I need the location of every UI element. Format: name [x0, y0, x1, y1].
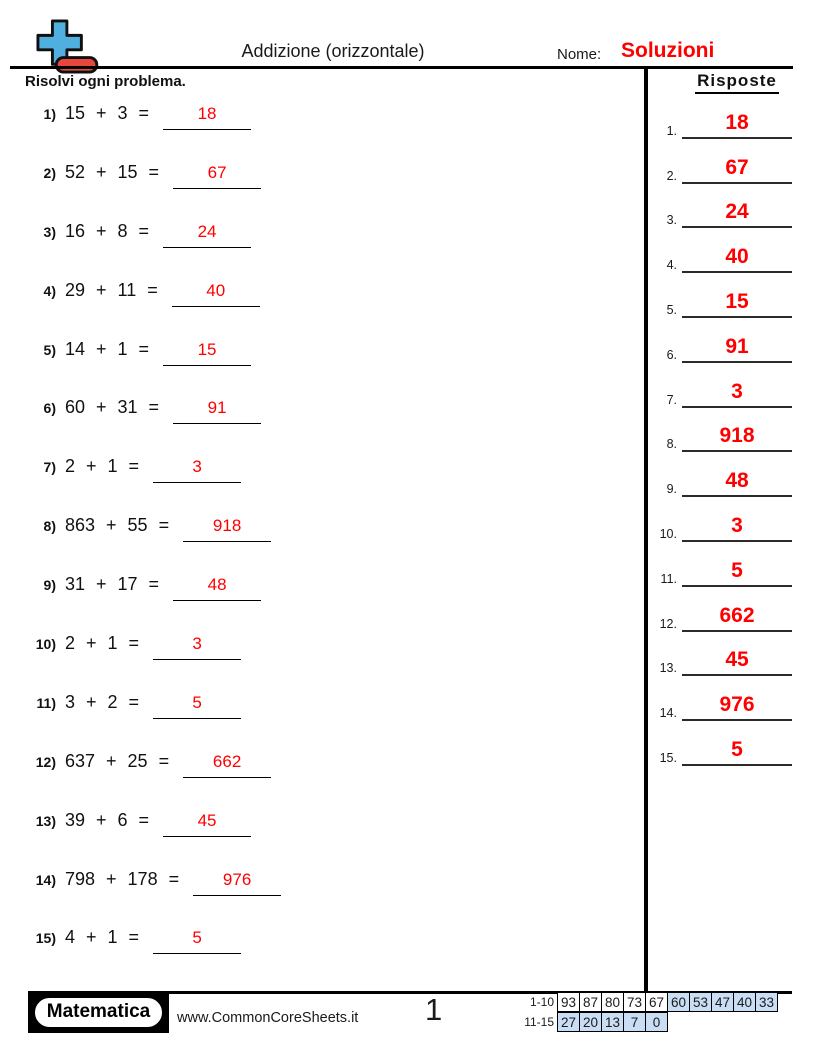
score-cell: 53 [689, 992, 712, 1012]
score-row [520, 992, 778, 1012]
problem-expression: 3 + 2 = [65, 691, 140, 712]
instructions: Risolvi ogni problema. [25, 73, 186, 90]
problem-expression: 15 + 3 = [65, 103, 150, 123]
answer-value: 18 [725, 110, 749, 134]
problem-answer: 3 [153, 634, 241, 660]
problem-answer: 48 [173, 575, 261, 601]
brand-name: Matematica [33, 996, 165, 1029]
problem-row [26, 212, 626, 271]
answer-line [682, 515, 792, 542]
answer-line [682, 381, 792, 408]
page-number: 1 [425, 992, 443, 1027]
score-cell: 47 [711, 992, 734, 1012]
header-rule [10, 66, 793, 69]
answer-value: 40 [725, 245, 749, 269]
answer-value: 67 [725, 155, 749, 179]
answer-value: 3 [731, 379, 743, 403]
answers-title [682, 71, 792, 94]
answer-line [682, 605, 792, 632]
problem-answer: 3 [153, 457, 241, 483]
problem-answer: 15 [163, 340, 251, 366]
problem-number: 9) [43, 577, 56, 594]
answer-value: 5 [731, 737, 743, 761]
problem-number: 10) [35, 636, 56, 653]
problem-expression: 4 + 1 = [65, 927, 140, 948]
score-range-label: 1-10 [529, 995, 554, 1009]
answer-row [656, 94, 792, 139]
answer-value: 48 [725, 469, 749, 493]
score-table [520, 992, 778, 1032]
answer-row [656, 587, 792, 632]
page-title: Addizione (orizzontale) [241, 41, 425, 61]
score-cell: 67 [645, 992, 668, 1012]
problem-answer: 40 [172, 281, 260, 307]
answer-row [656, 318, 792, 363]
problem-number: 5) [43, 341, 56, 358]
problem-row [26, 683, 626, 742]
answer-number: 15. [659, 750, 677, 765]
problem-number: 3) [43, 223, 56, 240]
problem-row [26, 330, 626, 389]
problem-expression: 16 + 8 = [65, 220, 150, 241]
problem-row [26, 94, 626, 153]
answer-number: 6. [666, 347, 677, 362]
answer-number: 13. [659, 661, 677, 676]
column-divider [644, 67, 648, 993]
problem-answer: 662 [183, 752, 271, 778]
answer-line [682, 157, 792, 184]
problem-answer: 918 [183, 516, 271, 542]
problem-answer: 67 [173, 163, 261, 189]
score-cell: 20 [579, 1012, 602, 1032]
answer-value: 3 [731, 513, 743, 537]
problem-row [26, 801, 626, 860]
answer-row [656, 542, 792, 587]
problem-number: 7) [43, 459, 56, 476]
answer-row [656, 721, 792, 766]
score-cell: 80 [601, 992, 624, 1012]
answer-line [682, 201, 792, 228]
answer-line [682, 470, 792, 497]
problems-list [26, 94, 626, 977]
answer-number: 11. [660, 571, 677, 586]
problem-row [26, 742, 626, 801]
problem-answer: 5 [153, 693, 241, 719]
problem-row [26, 506, 626, 565]
score-cell: 60 [667, 992, 690, 1012]
website-link[interactable]: www.CommonCoreSheets.it [177, 1010, 359, 1026]
answer-row [656, 632, 792, 677]
answer-line [682, 425, 792, 452]
answer-row [656, 273, 792, 318]
answer-number: 7. [666, 392, 677, 407]
answer-number: 9. [666, 482, 677, 497]
answer-line [682, 649, 792, 676]
answer-number: 1. [666, 123, 677, 138]
answer-row [656, 363, 792, 408]
problem-number: 13) [35, 812, 56, 829]
problem-number: 12) [35, 753, 56, 770]
score-cell: 0 [645, 1012, 668, 1032]
answer-value: 24 [725, 200, 749, 224]
answers-rows [656, 94, 792, 766]
score-cell: 87 [579, 992, 602, 1012]
answer-value: 5 [731, 558, 743, 582]
problem-number: 14) [35, 871, 56, 888]
problem-row [26, 388, 626, 447]
problem-expression: 39 + 6 = [65, 809, 150, 830]
problem-expression: 29 + 11 = [65, 279, 158, 300]
score-range-label: 11-15 [524, 1015, 554, 1029]
answer-row [656, 676, 792, 721]
problem-number: 6) [43, 400, 56, 417]
problem-expression: 52 + 15 = [65, 161, 160, 182]
name-label: Nome: [557, 46, 602, 63]
problem-row [26, 918, 626, 977]
problem-number: 1) [43, 106, 56, 122]
answer-value: 45 [725, 648, 749, 672]
answer-value: 15 [725, 289, 749, 313]
problem-answer: 5 [153, 928, 241, 954]
answer-row [656, 452, 792, 497]
score-cell: 33 [755, 992, 778, 1012]
problem-expression: 14 + 1 = [65, 338, 150, 359]
problem-number: 4) [43, 282, 56, 299]
score-cell: 7 [623, 1012, 646, 1032]
problem-answer: 18 [163, 104, 251, 130]
problem-expression: 637 + 25 = [65, 750, 170, 771]
answer-line [682, 739, 792, 766]
problem-expression: 2 + 1 = [65, 633, 140, 654]
problem-expression: 60 + 31 = [65, 397, 160, 418]
score-row [520, 1012, 778, 1032]
problem-row [26, 860, 626, 919]
answer-number: 2. [666, 168, 677, 183]
problem-number: 2) [43, 164, 56, 181]
answer-row [656, 408, 792, 453]
answer-row [656, 184, 792, 229]
score-cell: 40 [733, 992, 756, 1012]
score-cell: 13 [601, 1012, 624, 1032]
answer-number: 8. [666, 437, 677, 452]
answer-value: 918 [719, 424, 755, 448]
answer-line [682, 246, 792, 273]
name-value-solutions: Soluzioni [621, 39, 715, 62]
answer-number: 5. [666, 302, 677, 317]
brand-logo [28, 991, 169, 1033]
problem-row [26, 565, 626, 624]
answer-value: 976 [719, 693, 755, 717]
answers-title-text: Risposte [695, 71, 779, 94]
problem-number: 11) [36, 694, 56, 711]
answer-line [682, 291, 792, 318]
answer-number: 14. [659, 706, 677, 721]
answer-row [656, 228, 792, 273]
answer-line [682, 112, 792, 139]
score-cell: 93 [557, 992, 580, 1012]
answer-line [682, 336, 792, 363]
problem-row [26, 153, 626, 212]
answer-number: 12. [659, 616, 677, 631]
problem-number: 15) [35, 930, 56, 947]
answer-number: 10. [659, 526, 677, 541]
answer-number: 3. [666, 213, 677, 228]
answer-value: 91 [725, 334, 749, 358]
score-cell: 73 [623, 992, 646, 1012]
problem-row [26, 447, 626, 506]
score-cell: 27 [557, 1012, 580, 1032]
problem-answer: 91 [173, 398, 261, 424]
problem-number: 8) [43, 518, 56, 535]
answer-line [682, 694, 792, 721]
answer-line [682, 560, 792, 587]
problem-expression: 798 + 178 = [65, 868, 180, 889]
problem-row [26, 624, 626, 683]
answer-value: 662 [719, 603, 755, 627]
problem-answer: 976 [193, 870, 281, 896]
problem-row [26, 271, 626, 330]
answer-row [656, 497, 792, 542]
problem-expression: 2 + 1 = [65, 456, 140, 477]
problem-expression: 31 + 17 = [65, 574, 160, 595]
problem-answer: 24 [163, 222, 251, 248]
problem-expression: 863 + 55 = [65, 515, 170, 536]
answer-number: 4. [666, 258, 677, 273]
problem-answer: 45 [163, 811, 251, 837]
answers-panel [656, 71, 792, 766]
answer-row [656, 139, 792, 184]
